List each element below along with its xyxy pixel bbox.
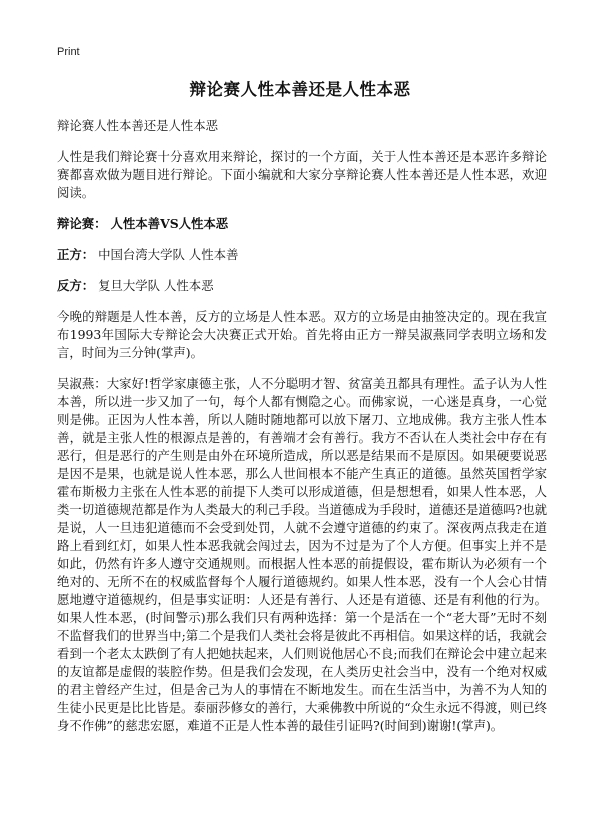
pro-label: 正方：	[57, 247, 95, 262]
con-label: 反方：	[57, 278, 95, 293]
debate-label: 辩论赛：	[57, 216, 107, 231]
speech-paragraph: 吴淑燕：大家好!哲学家康德主张，人不分聪明才智、贫富美丑都具有理性。孟子认为人性本善，所以进一步又加了一句，每个人都有恻隐之心。而佛家说，一心迷是真身，一心觉则是佛。正因为人性本善，所以人随时随地都可以放下屠刀、立地成佛。我方主张人性本善，就是主张人性的根源点是善的，有善端才会有善行。我方不否认在人类社会中存在有恶行，但是恶行的产生则是由外在环境所造成，所以恶是结果而不是原因。如果硬要说恶是因不是果，也就是说人性本恶，那么人世间根本不能产生真正的道德。虽然英国哲学家霍布斯极力主张在人性本恶的前提下人类可以形成道德，但是想想看，如果人性本恶，人类一切道德规范都是作为人类最大的利己手段。当道德成为手段时，道德还是道德吗?也就是说，人一旦违犯道德而不会受到处罚，人就不会遵守道德的约束了。深夜两点我走在道路上看到红灯，如果人性本恶我就会闯过去，因为不过是为了个人方便。但事实上并不是如此，仍然有许多人遵守交通规则。而根据人性本恶的前提假设，霍布斯认为必须有一个绝对的、无所不在的权威监督每个人履行道德规约。如果人性本恶，没有一个人会心甘情愿地遵守道德规约，但是事实证明：人还是有善行、人还是有道德、还是有利他的行为。如果人性本恶，(时间警示)那么我们只有两种选择：第一个是活在一个“老大哥”无时不刻不监督我们的世界当中;第二个是我们人类社会将是彼此不再相信。如果这样的话，我就会看到一个老太太跌倒了有人把她扶起来，人们则说他居心不良;而我们在辩论会中建立起来的友谊都是虚假的装腔作势。但是我们会发现，在人类历史社会当中，没有一个绝对权威的君主曾经产生过，但是舍己为人的事情在不断地发生。而在生活当中，为善不为人知的生徒小民更是比比皆是。泰丽莎修女的善行，大乘佛教中所说的“众生永远不得渡，则已终身不作佛”的慈悲宏愿，难道不正是人性本善的最佳引证吗?(时间到)谢谢!(掌声)。	[57, 376, 547, 733]
article-subtitle: 辩论赛人性本善还是人性本恶	[57, 118, 219, 133]
debate-topic: 人性本善VS人性本恶	[110, 216, 229, 231]
opening-paragraph: 今晚的辩题是人性本善，反方的立场是人性本恶。双方的立场是由抽签决定的。现在我宣布1993年国际大专辩论会大决赛正式开始。首先将由正方一辩吴淑燕同学表明立场和发言，时间为三分钟(掌声)。	[57, 309, 547, 360]
article-body	[57, 117, 547, 735]
debate-topic-line	[57, 215, 547, 233]
con-side-line	[57, 277, 547, 295]
page-title: 辩论赛人性本善还是人性本恶	[189, 80, 411, 99]
intro-paragraph: 人性是我们辩论赛十分喜欢用来辩论，探讨的一个方面，关于人性本善还是本恶许多辩论赛都喜欢做为题目进行辩论。下面小编就和大家分享辩论赛人性本善还是人性本恶，欢迎阅读。	[57, 149, 547, 200]
print-link[interactable]: Print	[57, 46, 80, 58]
con-text: 复旦大学队 人性本恶	[98, 278, 214, 293]
pro-text: 中国台湾大学队 人性本善	[98, 247, 239, 262]
pro-side-line	[57, 246, 547, 264]
